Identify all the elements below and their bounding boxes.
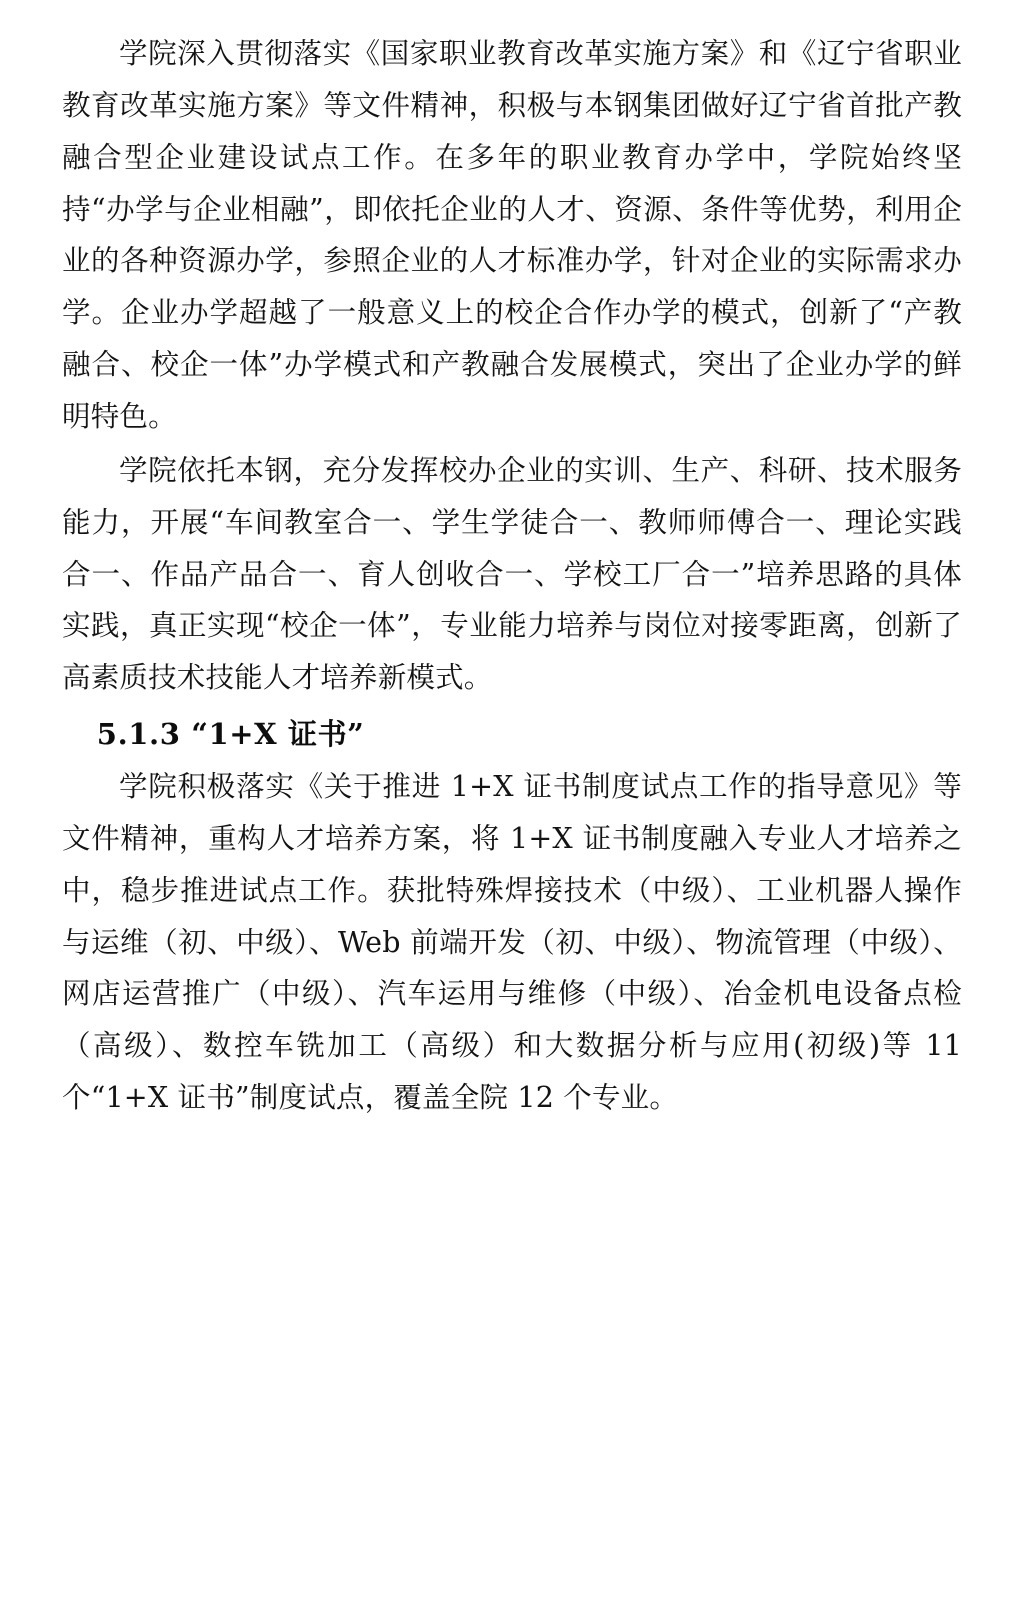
section-heading-513: 5.1.3 “1+X 证书”: [96, 717, 365, 752]
paragraph-block: 学院积极落实《关于推进 1+X 证书制度试点工作的指导意见》等文件精神，重构人才培养方案，将 1+X 证书制度融入专业人才培养之中，稳步推进试点工作。获批特殊焊接技术（中级）、工业机器人操作与运维（初、中级）、Web 前端开发（初、中级）、物流管理（中级）、网店运营推广（中级）、汽车运用与维修（中级）、冶金机电设备点检（高级）、数控车铣加工（高级）和大数据分析与应用(初级)等 11 个“1+X 证书”制度试点，覆盖全院 12 个专业。: [62, 769, 962, 1115]
paragraph-block: 学院依托本钢，充分发挥校办企业的实训、生产、科研、技术服务能力，开展“车间教室合一、学生学徒合一、教师师傅合一、理论实践合一、作品产品合一、育人创收合一、学校工厂合一”培养思路的具体实践，真正实现“校企一体”，专业能力培养与岗位对接零距离，创新了高素质技术技能人才培养新模式。: [62, 453, 962, 695]
paragraph-block: 学院深入贯彻落实《国家职业教育改革实施方案》和《辽宁省职业教育改革实施方案》等文件精神，积极与本钢集团做好辽宁省首批产教融合型企业建设试点工作。在多年的职业教育办学中，学院始终坚持“办学与企业相融”，即依托企业的人才、资源、条件等优势，利用企业的各种资源办学，参照企业的人才标准办学，针对企业的实际需求办学。企业办学超越了一般意义上的校企合作办学的模式，创新了“产教融合、校企一体”办学模式和产教融合发展模式，突出了企业办学的鲜明特色。: [62, 37, 962, 434]
